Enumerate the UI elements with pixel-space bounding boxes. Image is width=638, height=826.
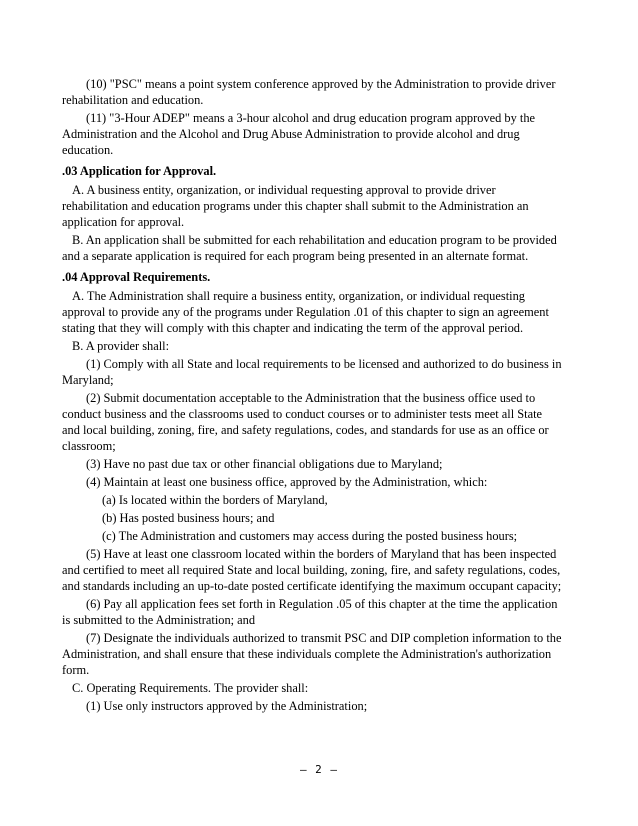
paragraph-04-c-1: (1) Use only instructors approved by the Administration; (86, 699, 368, 713)
paragraph-03-a: A. A business entity, organization, or individual requesting approval to provide driver rehabilitation and education programs under this chapter shall submit to the Administration an application for approval. (62, 183, 529, 229)
paragraph-04-b-4-a: (a) Is located within the borders of Maryland, (102, 493, 328, 507)
paragraph-04-b-3: (3) Have no past due tax or other financial obligations due to Maryland; (86, 457, 443, 471)
paragraph-04-b-4: (4) Maintain at least one business office, approved by the Administration, which: (86, 475, 488, 489)
paragraph-def-10: (10) "PSC" means a point system conference approved by the Administration to provide driver rehabilitation and education. (62, 77, 556, 107)
section-heading-heading-03: .03 Application for Approval. (62, 164, 217, 178)
page-number: – 2 – (299, 763, 339, 776)
document-body (62, 76, 562, 716)
section-heading-heading-04: .04 Approval Requirements. (62, 270, 211, 284)
paragraph-04-b-5: (5) Have at least one classroom located within the borders of Maryland that has been inspected and certified to meet all required State and local building, zoning, fire, and safety regulations, codes, and standards including an up-to-date posted certificate identifying the maximum occupant capacity; (62, 547, 562, 593)
paragraph-03-b: B. An application shall be submitted for each rehabilitation and education program to be provided and a separate application is required for each program being presented in an alternate format. (62, 233, 557, 263)
paragraph-def-11: (11) "3-Hour ADEP" means a 3-hour alcohol and drug education program approved by the Administration and the Alcohol and Drug Abuse Administration to provide alcohol and drug education. (62, 111, 536, 157)
paragraph-04-a: A. The Administration shall require a business entity, organization, or individual requesting approval to provide any of the programs under Regulation .01 of this chapter to sign an agreement stating that they will comply with this chapter and indicating the term of the approval period. (62, 289, 549, 335)
paragraph-04-b: B. A provider shall: (72, 339, 170, 353)
paragraph-04-b-2: (2) Submit documentation acceptable to the Administration that the business office used to conduct business and the classrooms used to conduct courses or to administer tests meet all State and local building, zoning, fire, and safety regulations, codes, and standards for use as an office or classroom; (62, 391, 549, 453)
paragraph-04-b-7: (7) Designate the individuals authorized to transmit PSC and DIP completion information to the Administration, and shall ensure that these individuals complete the Administration's authorization form. (62, 631, 562, 677)
paragraph-04-b-4-c: (c) The Administration and customers may access during the posted business hours; (102, 529, 518, 543)
paragraph-04-b-6: (6) Pay all application fees set forth in Regulation .05 of this chapter at the time the application is submitted to the Administration; and (62, 597, 558, 627)
paragraph-04-b-1: (1) Comply with all State and local requirements to be licensed and authorized to do business in Maryland; (62, 357, 562, 387)
paragraph-04-b-4-b: (b) Has posted business hours; and (102, 511, 275, 525)
paragraph-04-c: C. Operating Requirements. The provider shall: (72, 681, 309, 695)
